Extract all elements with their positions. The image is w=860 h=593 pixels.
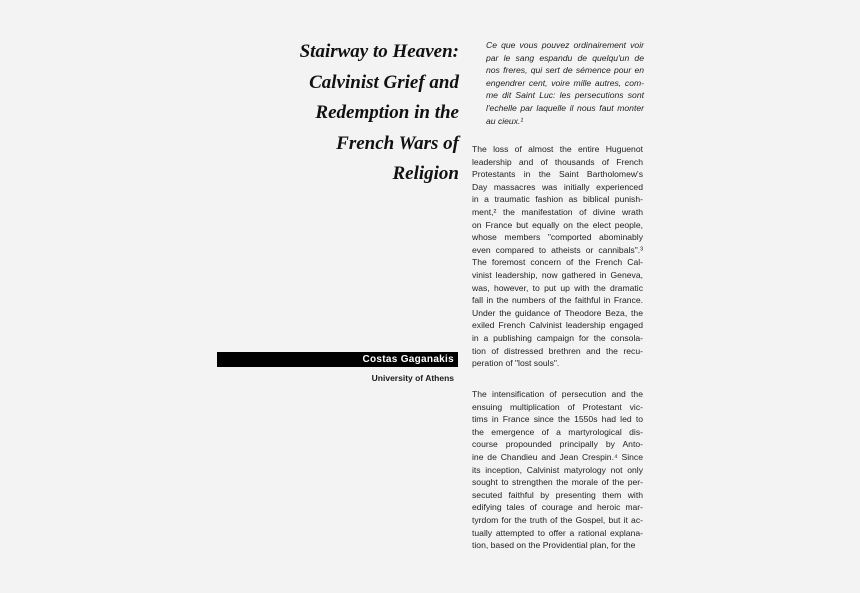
- epigraph-line: Ce que vous pouvez ordinairement voir: [486, 40, 644, 50]
- paragraph-line: Protestants in the Saint Bartholomew's: [472, 169, 643, 180]
- paragraph-line: secuted faithful by presenting them with: [472, 489, 643, 500]
- author-bar: [217, 352, 458, 367]
- paragraph-line: ine de Chandieu and Jean Crespin.⁴ Since: [472, 451, 643, 462]
- epigraph-line: engendrer cent, voire mille autres, com-: [486, 77, 644, 88]
- paragraph-line: Day massacres was initially experienced: [472, 181, 643, 192]
- paragraph-line: ensuing multiplication of Protestant vic-: [472, 401, 643, 412]
- paragraph-line: tims in France since the 1550s had led to: [472, 414, 643, 425]
- paragraph-line: sought to strengthen the morale of the per-: [472, 477, 643, 488]
- title-line: French Wars of: [336, 132, 459, 154]
- paragraph-line: the emergence of a martyrological dis-: [472, 426, 643, 437]
- paragraph-line: even compared to atheists or cannibals".³: [472, 244, 643, 255]
- author-affiliation: University of Athens: [371, 373, 454, 383]
- paragraph-line: The loss of almost the entire Huguenot: [472, 144, 643, 154]
- paragraph-line: Under the guidance of Theodore Beza, the: [472, 307, 643, 318]
- paragraph-line: leadership and of thousands of French: [472, 156, 643, 167]
- body-paragraph-2: [472, 388, 643, 552]
- epigraph-line: par le sang espandu de quelqu'un de: [486, 52, 644, 63]
- body-paragraph-1: [472, 143, 643, 370]
- paragraph-line: was, however, to put up with the dramatic: [472, 282, 643, 293]
- paragraph-line: tion of distressed brethren and the recu-: [472, 345, 643, 356]
- paragraph-line: exiled French Calvinist leadership engaged: [472, 320, 643, 331]
- paragraph-line: tually attempted to offer a rational explana-: [472, 527, 643, 538]
- paragraph-line: The intensification of persecution and the: [472, 389, 643, 399]
- author-name: Costas Gaganakis: [362, 354, 454, 365]
- epigraph-line: au cieux.¹: [486, 115, 524, 126]
- title-line: Stairway to Heaven:: [299, 41, 459, 62]
- paragraph-line: whose members "comported abominably: [472, 232, 643, 243]
- paragraph-line: fall in the numbers of the faithful in France.: [472, 295, 643, 306]
- paragraph-line: in a publishing campaign for the consola-: [472, 332, 643, 343]
- epigraph-line: me dit Saint Luc: les persecutions sont: [486, 90, 644, 101]
- epigraph-line: nos freres, qui sert de sémence pour en: [486, 65, 644, 76]
- paragraph-line: tyrdom for the truth of the Gospel, but it ac-: [472, 514, 643, 525]
- paragraph-line: on France but equally on the elect people,: [472, 219, 643, 230]
- title-line: Calvinist Grief and: [309, 71, 459, 93]
- paragraph-line: its inception, Calvinist matyrology not only: [472, 464, 643, 475]
- paragraph-line: The foremost concern of the French Cal-: [472, 257, 643, 268]
- paragraph-line: vinist leadership, now gathered in Geneva,: [472, 269, 643, 280]
- epigraph: [486, 39, 644, 127]
- epigraph-line: l'echelle par laquelle il nous faut monter: [486, 102, 644, 113]
- paragraph-line: peration of "lost souls".: [472, 358, 560, 369]
- paragraph-line: tion, based on the Providential plan, for the: [472, 540, 636, 551]
- title-line: Redemption in the: [315, 102, 459, 123]
- paragraph-line: in a traumatic fashion as biblical punish-: [472, 194, 643, 205]
- title-line: Religion: [392, 163, 459, 184]
- paragraph-line: course propounded principally by Anto-: [472, 439, 643, 450]
- article-title: [262, 37, 459, 190]
- paragraph-line: edifying tales of courage and heroic mar-: [472, 502, 643, 513]
- paragraph-line: ment,² the manifestation of divine wrath: [472, 206, 643, 217]
